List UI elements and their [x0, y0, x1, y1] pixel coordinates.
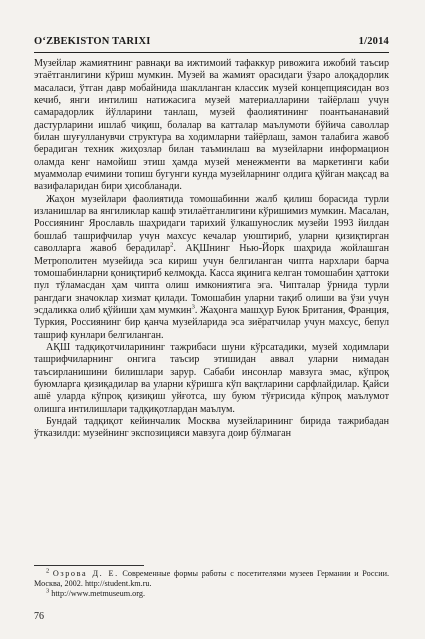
paragraph-text: Музейлар жамиятнинг равнақи ва ижтимоий тафаккур ривожига ижобий таъсир этаётганлигини кўриш мумкин. Музей ва жамият орасидаги ўзаро алоқадорлик масаласи, ўтган давр мобайнида шаклланган классик музей концепциясидан воз кечиб, янги интилиш натижасига музей материалларини тайёрлаш учун самарадорлик йўлларини танлаш, музей фаолиятининг поантьананавий дастурларини ишлаб чиқиш, болалар ва катталар маълумоти бўйича саволлар билан шуғулланувчи структура ва ходимларни тайёрлаш, замон талабига жавоб берадиган техник жиҳозлар билан таъминлаш ва музейларни информацион оламда кенг намойиш этиш ҳамда музей менежменти ва маркетинги каби муаммолар ечимини топиш бугунги кунда музейларнинг олдига қўйган мақсад ва вазифаларидан бири ҳисобланади.	[34, 58, 389, 193]
footnote-divider	[34, 565, 144, 566]
journal-title: O‘ZBEKISTON TARIXI	[34, 36, 151, 47]
footnote-author: Озрова Д. Е.	[52, 569, 119, 578]
paragraph-text: . Жаҳонга машҳур Буюк Британия, Франция, Туркия, Россиянинг бир қанча музейларида эса зиёратчилар учун махсус, бепул ташриф кунлари белгиланган.	[34, 304, 389, 341]
footnote-text[interactable]: Современные формы работы с посетителями музеев Германии и России. Москва, 2002. http://student.km.ru.	[34, 569, 390, 588]
paragraph-text: . АҚШнинг Нью-Йорк шаҳрида жойлашган Метрополитен музейида эса кириш учун белгиланган чипта нархлари барча томошабинларни қониқтириб келмоқда. Касса яқинига келган томошабин ҳаттоки пул тўламасдан ҳам чипта олиш имкониятига эга. Чипталар ўрнида турли рангдаги значоклар хизмат қилади. Томошабин уларни тақиб олиши ва ўзи учун эсдаликка олиб қўйиши ҳам мумкин	[34, 243, 389, 316]
footnote-marker: 2	[46, 567, 50, 575]
paragraph	[34, 342, 389, 416]
paragraph-text: АҚШ тадқиқотчиларининг тажрибаси шуни кўрсатадики, музей ходимлари ташрифчиларнинг онгига таъсир этишидан аввал уларни нимадан таъсирланишини билишлари зарур. Сабаби инсонлар мавзуга эмас, кўпроқ буюмларга қизиқадилар ва уларни кўришга кўп вақтларини сарфлайдилар. Қайси ашё уларда кўпроқ қизиқиш уйғотса, шу буюм тўғрисида кўпроқ маълумот олишга интилишлари тадқиқотлардан маълум.	[34, 341, 389, 415]
footnote-ref[interactable]: 3	[191, 303, 195, 311]
footnote-ref[interactable]: 2	[170, 241, 174, 249]
footnotes	[34, 569, 389, 599]
page-number: 76	[34, 611, 44, 622]
header-divider	[34, 52, 389, 53]
paragraph-text: Жаҳон музейлари фаолиятида томошабинни жалб қилиш борасида турли изланишлар ва янгиликлар кашф этилаётганлигини кўришимиз мумкин. Масалан, Россиянинг Ярославль шаҳридаги тарихий ўлкашунослик музейи 1993 йилдан бошлаб ташрифчилар учун махсус кечалар уюштириб, уларни қизиқтирган саволларга жавоб берадилар	[34, 193, 389, 255]
footnote	[34, 589, 389, 599]
footnote-text[interactable]: http://www.metmuseum.org.	[49, 589, 145, 598]
article-body	[34, 58, 389, 441]
issue-number: 1/2014	[358, 36, 389, 47]
paragraph	[34, 58, 389, 194]
footnote-marker: 3	[46, 587, 50, 595]
paragraph-text: Бундай тадқиқот кейинчалик Москва музейларининг бирида тажрибадан ўтказилди: музейнинг экспозицияси мавзуга доир бўлмаган	[34, 415, 389, 440]
paragraph	[34, 194, 389, 342]
running-header	[34, 36, 389, 50]
paragraph	[34, 416, 389, 441]
footnote	[34, 569, 389, 589]
